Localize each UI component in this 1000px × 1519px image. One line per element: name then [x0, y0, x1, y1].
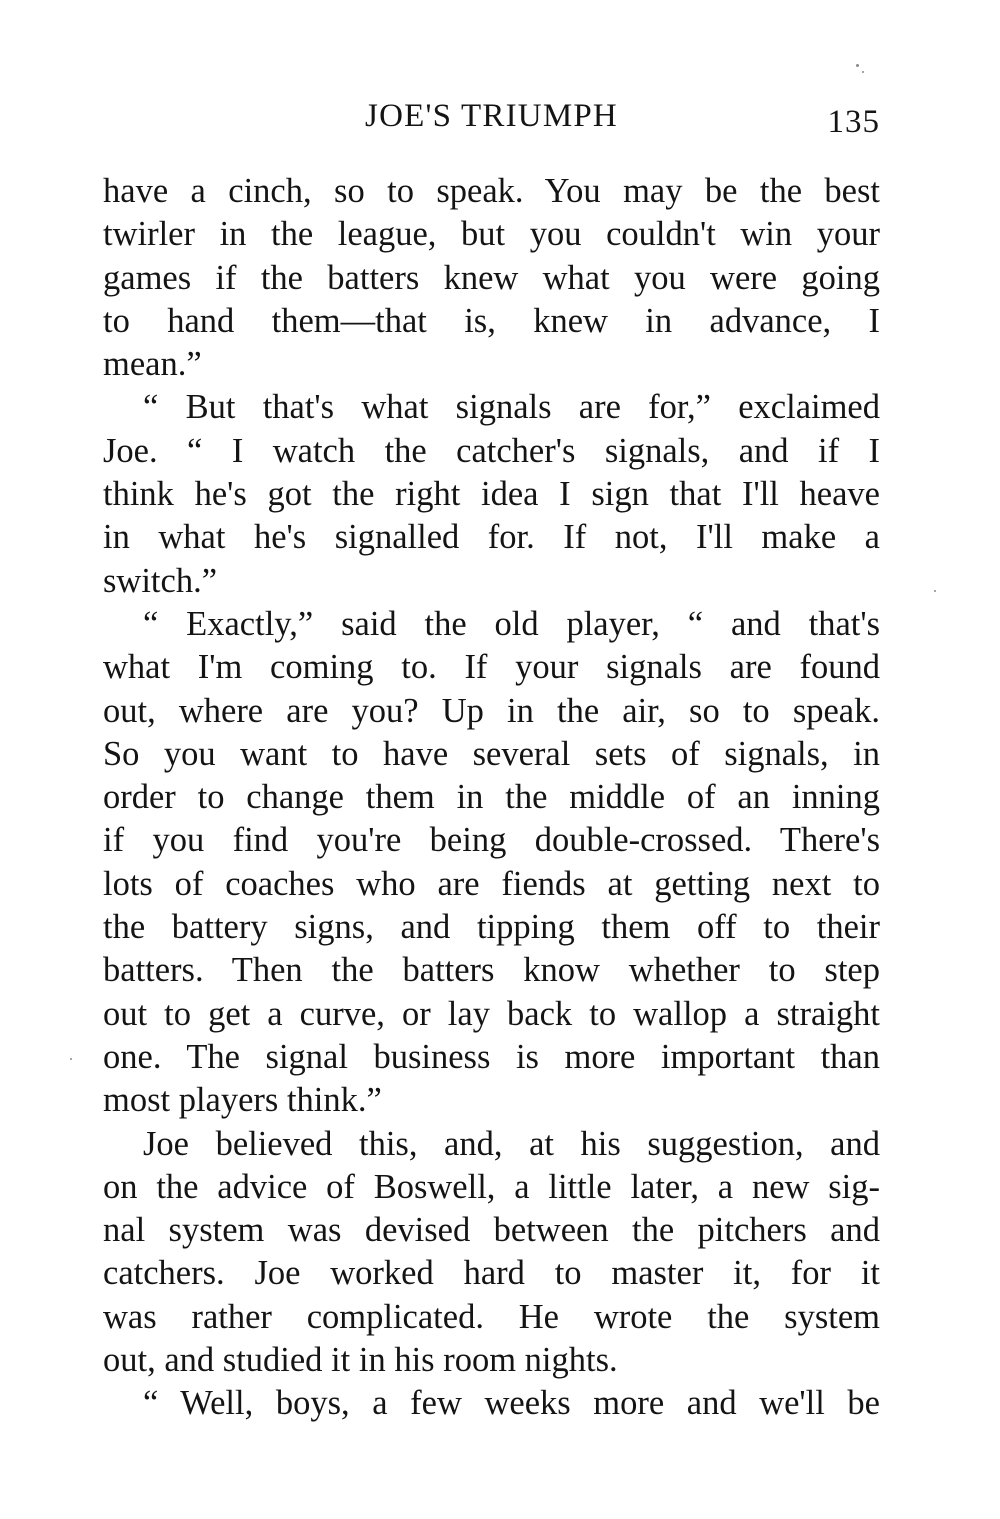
scan-speck [856, 64, 859, 67]
text-line: lots of coaches who are fiends at getting next to [103, 864, 880, 903]
scan-speck [862, 71, 864, 73]
text-line: one. The signal business is more important than [103, 1037, 880, 1076]
text-line: on the advice of Boswell, a little later, a new sig- [103, 1167, 880, 1206]
text-line: twirler in the league, but you couldn't win your [103, 215, 880, 254]
text-line: think he's got the right idea I sign that I'll heave [103, 475, 880, 514]
text-line: So you want to have several sets of signals, in [103, 734, 880, 773]
text-line: “ Exactly,” said the old player, “ and that's [143, 604, 880, 643]
text-line: to hand them—that is, knew in advance, I [103, 301, 880, 340]
text-line: nal system was devised between the pitchers and [103, 1211, 880, 1250]
text-line: order to change them in the middle of an inning [103, 778, 880, 817]
text-line: if you find you're being double-crossed. There's [103, 821, 880, 860]
text-line: the battery signs, and tipping them off to their [103, 908, 880, 947]
text-line: Joe believed this, and, at his suggestion, and [143, 1124, 880, 1163]
text-line: games if the batters knew what you were going [103, 258, 880, 297]
text-line: catchers. Joe worked hard to master it, for it [103, 1254, 880, 1293]
running-title: JOE'S TRIUMPH [365, 98, 618, 134]
text-line: “ But that's what signals are for,” exclaimed [143, 388, 880, 427]
text-line: what I'm coming to. If your signals are found [103, 648, 880, 687]
text-line: switch.” [103, 561, 218, 600]
scan-speck [70, 1058, 72, 1060]
running-header [103, 98, 880, 138]
text-line: in what he's signalled for. If not, I'll make a [103, 518, 880, 557]
text-line: was rather complicated. He wrote the system [103, 1297, 880, 1336]
body-text [103, 170, 880, 1426]
text-line: out, where are you? Up in the air, so to speak. [103, 691, 880, 730]
text-line: most players think.” [103, 1081, 382, 1120]
text-line: Joe. “ I watch the catcher's signals, and if I [103, 431, 880, 470]
text-line: have a cinch, so to speak. You may be the best [103, 172, 880, 210]
text-line: out to get a curve, or lay back to wallop a straight [103, 994, 880, 1033]
scan-speck [934, 590, 936, 592]
text-line: out, and studied it in his room nights. [103, 1341, 618, 1380]
text-line: mean.” [103, 345, 202, 384]
page-number: 135 [827, 104, 880, 140]
text-line: “ Well, boys, a few weeks more and we'll be [143, 1384, 880, 1423]
text-line: batters. Then the batters know whether to step [103, 951, 880, 990]
